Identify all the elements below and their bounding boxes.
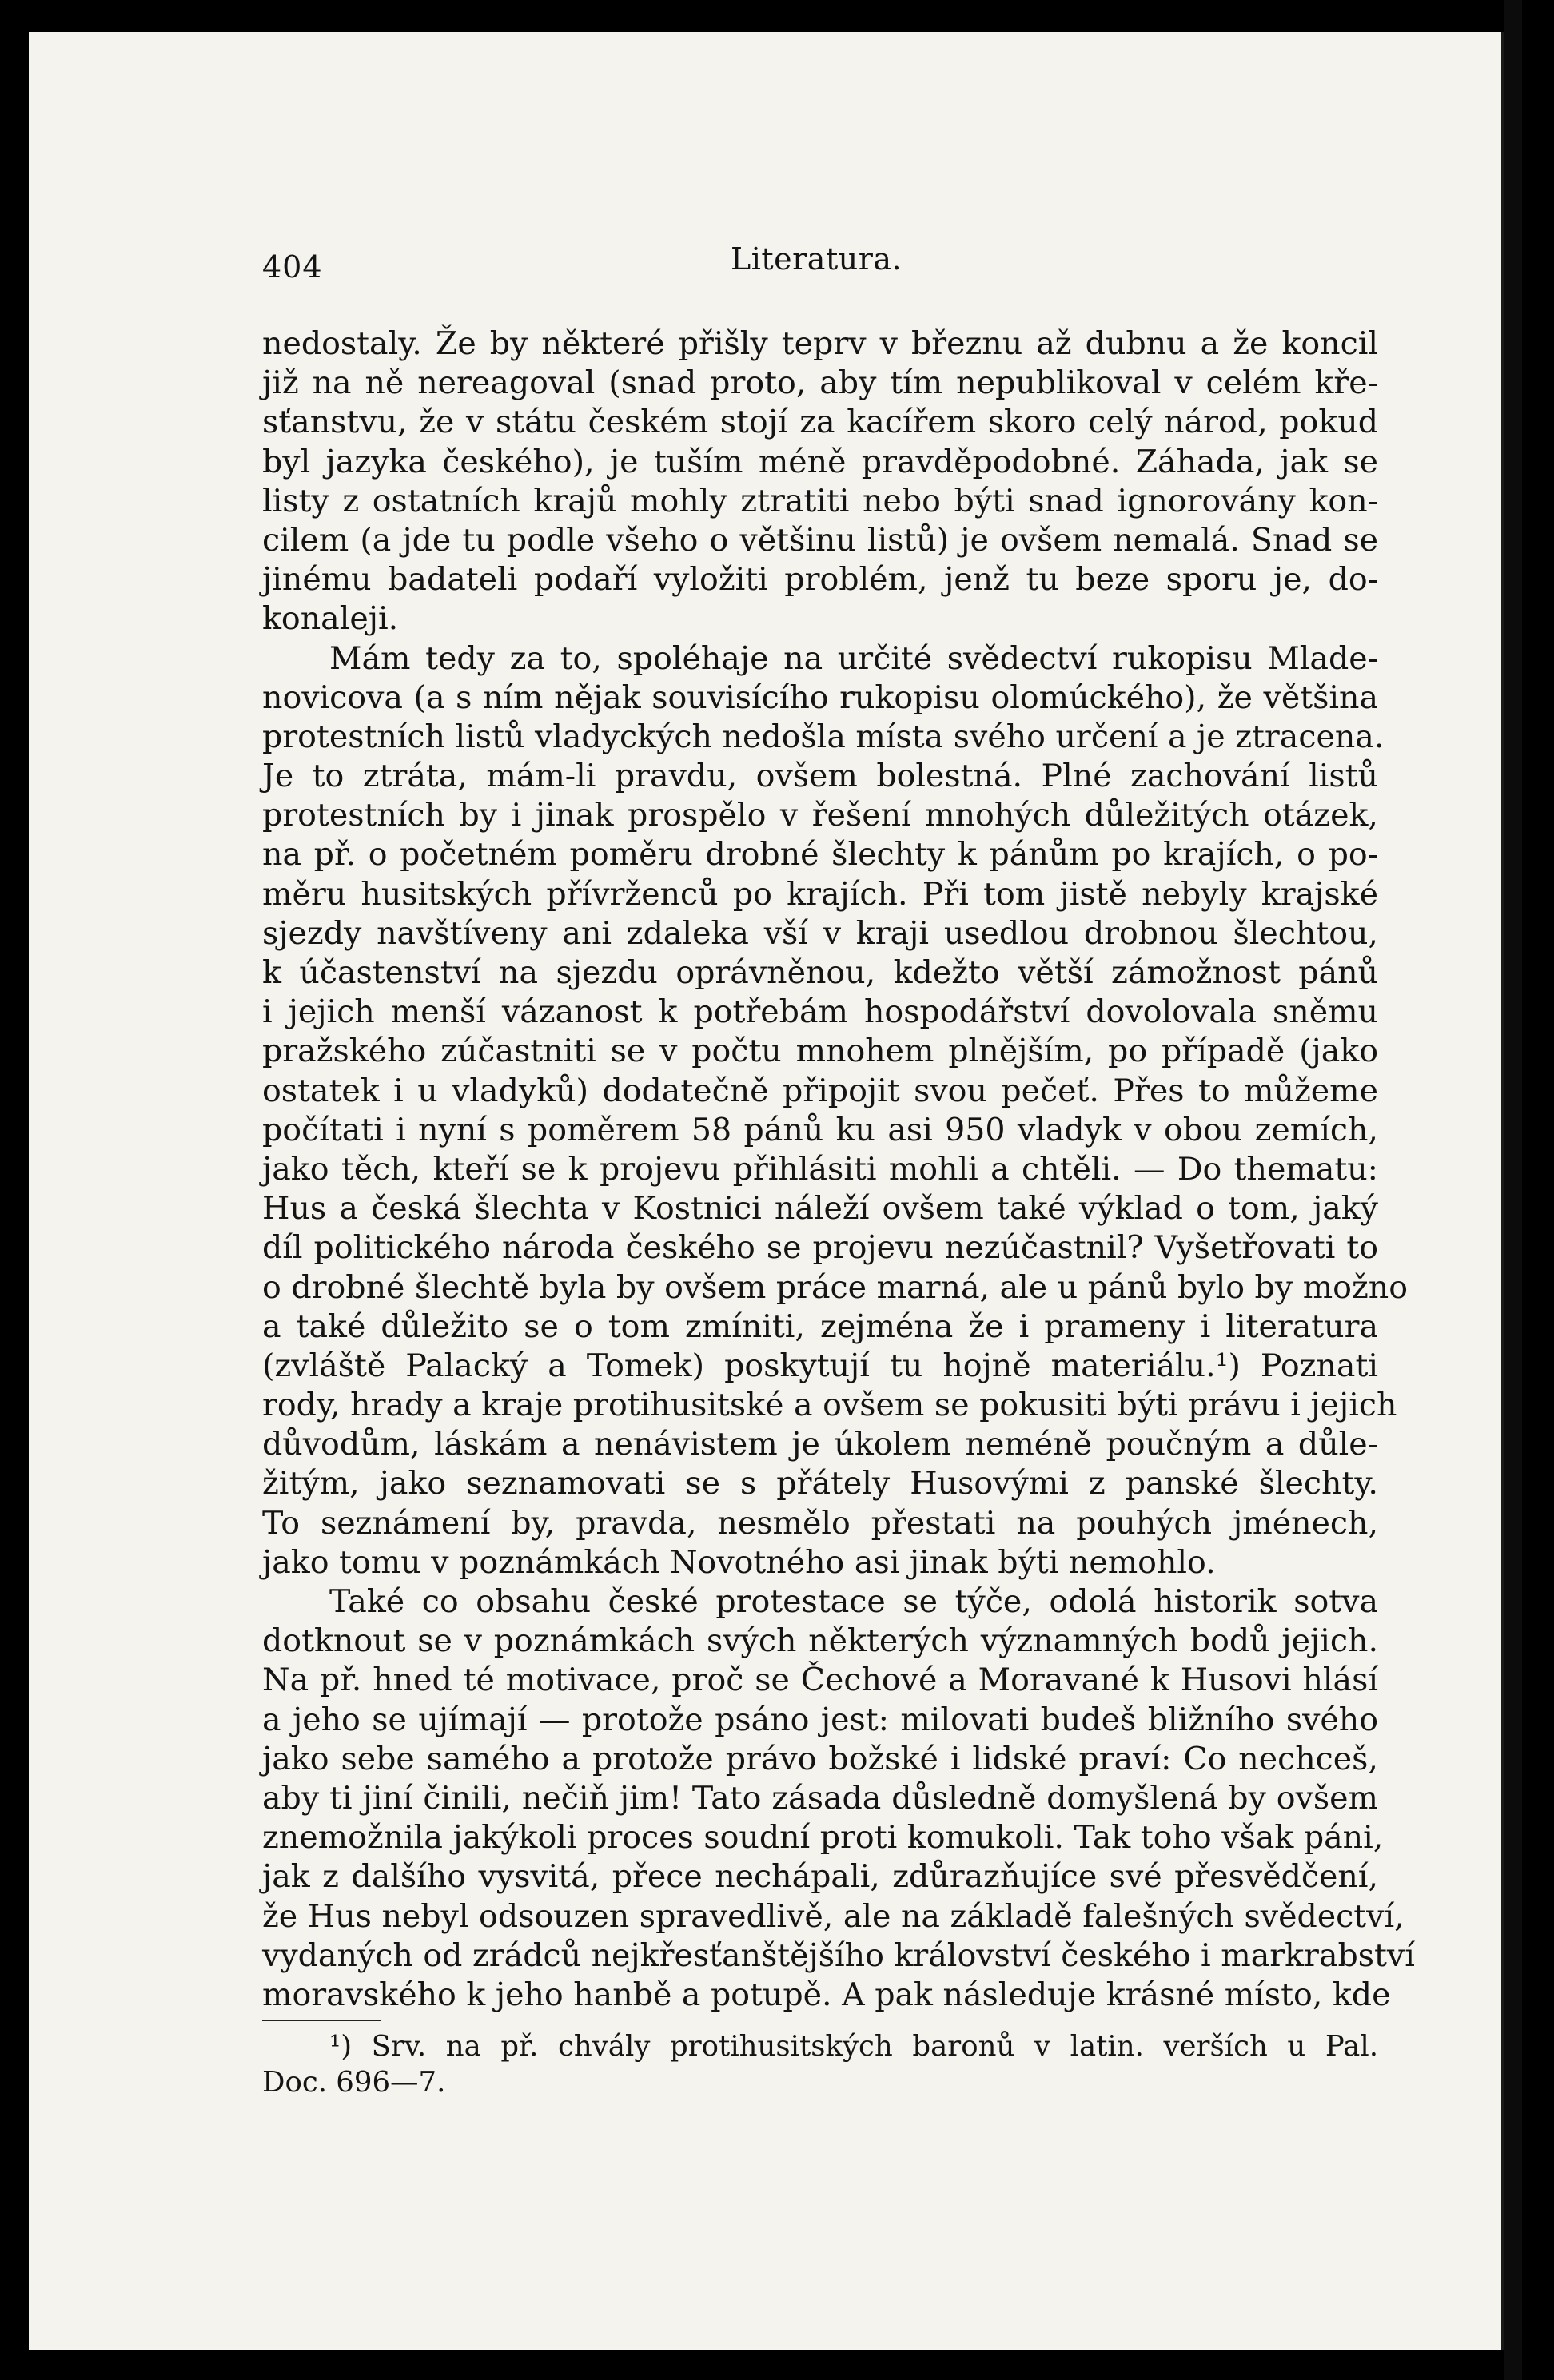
text-line: i jejich menší vázanost k potřebám hospodářství dovolovala sněmu xyxy=(262,993,1378,1031)
text-line: jako těch, kteří se k projevu přihlásiti mohli a chtěli. — Do thematu: xyxy=(262,1150,1378,1188)
text-line: listy z ostatních krajů mohly ztratiti nebo býti snad ignorovány kon- xyxy=(262,482,1378,519)
page-header xyxy=(262,240,1378,288)
text-line: protestních listů vladyckých nedošla místa svého určení a je ztracena. xyxy=(262,718,1385,755)
text-line: že Hus nebyl odsouzen spravedlivě, ale na základě falešných svědectví, xyxy=(262,1897,1405,1935)
text-line: již na ně nereagoval (snad proto, aby tím nepublikoval v celém kře- xyxy=(262,364,1378,402)
page-number: 404 xyxy=(262,249,323,285)
text-line: moravského k jeho hanbě a potupě. A pak následuje krásné místo, kde xyxy=(262,1976,1391,2013)
text-line: jinému badateli podaří vyložiti problém, jenž tu beze sporu je, do- xyxy=(262,561,1378,599)
text-line: Mám tedy za to, spoléhaje na určité svědectví rukopisu Mlade- xyxy=(329,639,1378,677)
text-line: nedostaly. Že by některé přišly teprv v březnu až dubnu a že koncil xyxy=(262,325,1378,362)
text-line: na př. o početném poměru drobné šlechty k pánům po krajích, o po- xyxy=(262,836,1378,874)
text-line: jako sebe samého a protože právo božské i lidské praví: Co nechceš, xyxy=(262,1740,1378,1777)
running-head: Literatura. xyxy=(731,241,903,277)
text-line: rody, hrady a kraje protihusitské a ovšem se pokusiti býti právu i jejich xyxy=(262,1387,1397,1424)
text-line: k účastenství na sjezdu oprávněnou, kdežto větší zámožnost pánů xyxy=(262,954,1378,991)
footnotes xyxy=(262,2029,1378,2100)
text-line: vydaných od zrádců nejkřesťanštějšího království českého i markrabství xyxy=(262,1936,1415,1974)
text-line: o drobné šlechtě byla by ovšem práce marná, ale u pánů bylo by možno xyxy=(262,1268,1408,1306)
footnote-divider xyxy=(262,2020,381,2021)
page-edge-shadow xyxy=(1504,0,1522,2380)
text-line: protestních by i jinak prospělo v řešení mnohých důležitých otázek, xyxy=(262,797,1378,834)
text-line: To seznámení by, pravda, nesmělo přestati na pouhých jménech, xyxy=(262,1504,1378,1542)
text-line: měru husitských přívrženců po krajích. Při tom jistě nebyly krajské xyxy=(262,875,1378,913)
text-line: Také co obsahu české protestace se týče, odolá historik sotva xyxy=(329,1583,1378,1620)
text-line: Hus a česká šlechta v Kostnici náleží ovšem také výklad o tom, jaký xyxy=(262,1190,1378,1228)
text-line: Je to ztráta, mám-li pravdu, ovšem bolestná. Plné zachování listů xyxy=(262,758,1378,795)
text-line: počítati i nyní s poměrem 58 pánů ku asi 950 vladyk v obou zemích, xyxy=(262,1111,1378,1148)
text-line: díl politického národa českého se projevu nezúčastnil? Vyšetřovati to xyxy=(262,1229,1378,1267)
text-line: důvodům, láskám a nenávistem je úkolem neméně poučným a důle- xyxy=(262,1426,1378,1463)
text-line: byl jazyka českého), je tuším méně pravděpodobné. Záhada, jak se xyxy=(262,443,1378,480)
text-line: a jeho se ujímají — protože psáno jest: milovati budeš bližního svého xyxy=(262,1701,1378,1738)
text-line: cilem (a jde tu podle všeho o většinu listů) je ovšem nemalá. Snad se xyxy=(262,521,1378,559)
body-text xyxy=(262,324,1415,2015)
text-line: dotknout se v poznámkách svých některých významných bodů jejich. xyxy=(262,1622,1378,1660)
text-line: pražského zúčastniti se v počtu mnohem plnějším, po případě (jako xyxy=(262,1033,1378,1070)
text-line: ostatek i u vladyků) dodatečně připojit svou pečeť. Přes to můžeme xyxy=(262,1072,1378,1109)
text-line: aby ti jiní činili, nečiň jim! Tato zásada důsledně domyšlená by ovšem xyxy=(262,1779,1378,1817)
text-line: jak z dalšího vysvitá, přece nechápali, zdůrazňujíce své přesvědčení, xyxy=(262,1858,1378,1896)
text-line: znemožnila jakýkoli proces soudní proti komukoli. Tak toho však páni, xyxy=(262,1819,1384,1857)
text-line: konaleji. xyxy=(262,600,399,638)
text-line: sjezdy navštíveny ani zdaleka vší v kraji usedlou drobnou šlechtou, xyxy=(262,914,1378,952)
text-line: Na př. hned té motivace, proč se Čechové a Moravané k Husovi hlásí xyxy=(262,1662,1378,1699)
text-line: (zvláště Palacký a Tomek) poskytují tu hojně materiálu.¹) Poznati xyxy=(262,1347,1378,1384)
footnote-line: ¹) Srv. na př. chvály protihusitských baronů v latin. verších u Pal. xyxy=(329,2030,1378,2064)
text-line: jako tomu v poznámkách Novotného asi jinak býti nemohlo. xyxy=(262,1543,1216,1581)
text-block xyxy=(262,240,1415,2100)
text-line: novicova (a s ním nějak souvisícího rukopisu olomúckého), že většina xyxy=(262,679,1378,716)
footnote-line: Doc. 696—7. xyxy=(262,2065,446,2099)
text-line: sťanstvu, že v státu českém stojí za kacířem skoro celý národ, pokud xyxy=(262,404,1378,441)
text-line: a také důležito se o tom zmíniti, zejména že i prameny i literatura xyxy=(262,1307,1378,1345)
text-line: žitým, jako seznamovati se s přátely Husovými z panské šlechty. xyxy=(262,1465,1378,1502)
